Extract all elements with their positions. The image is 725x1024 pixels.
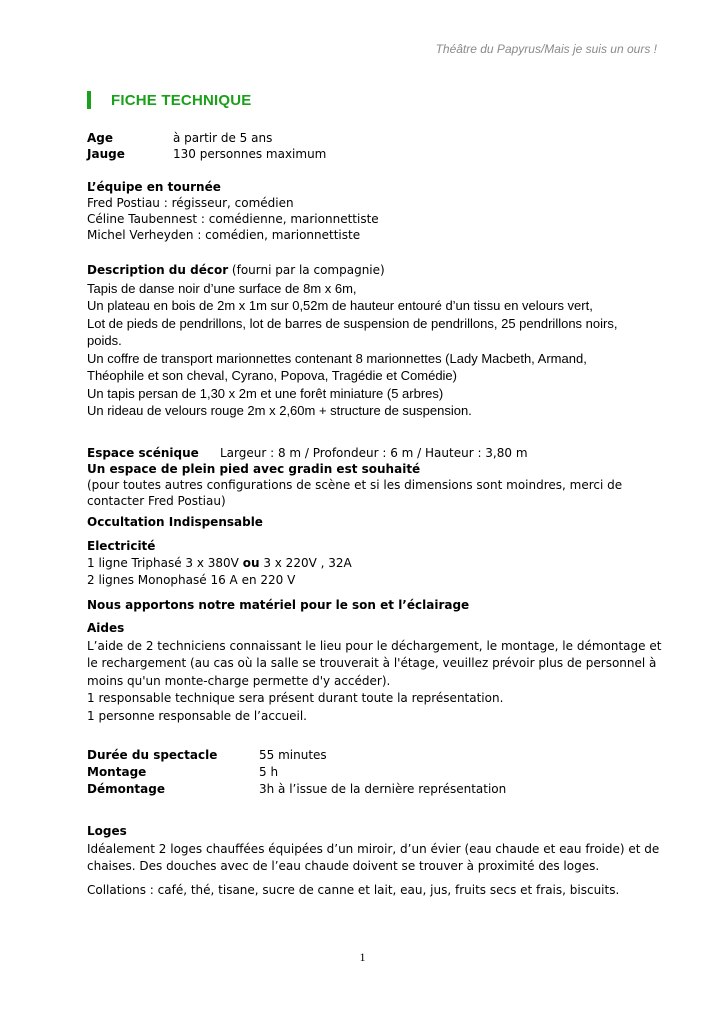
aides-line: 1 responsable technique sera présent durant toute la représentation.: [87, 691, 504, 705]
section-title-row: [87, 88, 252, 112]
duree-label: Montage: [87, 765, 147, 779]
loges-text: Idéalement 2 loges chauffées équipées d’un miroir, d’un évier (eau chaude et eau froide) et de chaises. Des douches avec de l’eau chaude doivent se trouver à proximité des loges.: [87, 841, 660, 873]
equipe-member: Michel Verheyden : comédien, marionnettiste: [87, 228, 361, 242]
espace-dims: Largeur : 8 m / Profondeur : 6 m / Hauteur : 3,80 m: [220, 446, 528, 460]
page-title: FICHE TECHNIQUE: [111, 91, 252, 109]
decor-line: Théophile et son cheval, Cyrano, Popova, Tragédie et Comédie): [87, 368, 457, 383]
electricite-line-2: 2 lignes Monophasé 16 A en 220 V: [87, 573, 296, 587]
occultation-heading: Occultation Indispensable: [87, 515, 263, 529]
espace-block: [87, 445, 667, 509]
duree-label: Démontage: [87, 782, 165, 796]
info-label: Jauge: [87, 147, 125, 161]
loges-heading: Loges: [87, 824, 127, 838]
electricite-text: 3 x 220V , 32A: [259, 556, 352, 570]
decor-heading: Description du décor: [87, 263, 229, 277]
duree-label: Durée du spectacle: [87, 748, 218, 762]
loges-collations: Collations : café, thé, tisane, sucre de canne et lait, eau, jus, fruits secs et frais, biscuits.: [87, 882, 620, 897]
page-number: 1: [359, 950, 366, 964]
info-value: à partir de 5 ans: [173, 131, 273, 145]
duree-row: [87, 747, 667, 764]
duree-row: [87, 764, 667, 781]
espace-heading: Espace scénique: [87, 446, 199, 460]
info-row-jauge: [87, 146, 667, 162]
decor-note: (fourni par la compagnie): [228, 263, 385, 277]
aides-heading: Aides: [87, 621, 125, 635]
title-accent-bar: [87, 91, 91, 109]
espace-subheading: Un espace de plein pied avec gradin est souhaité: [87, 462, 421, 476]
info-value: 130 personnes maximum: [173, 147, 327, 161]
aides-block: [87, 620, 667, 725]
aides-line: 1 personne responsable de l’accueil.: [87, 708, 307, 723]
decor-line: Tapis de danse noir d’une surface de 8m x 6m,: [87, 280, 357, 296]
durees-block: [87, 747, 667, 798]
electricite-or: ou: [242, 556, 260, 570]
materiel-block: [87, 597, 667, 613]
info-label: Age: [87, 131, 114, 145]
aides-text: L’aide de 2 techniciens connaissant le lieu pour le déchargement, le montage, le démontage et le rechargement (au cas où la salle se trouverait à l'étage, veuillez prévoir plus de personnel à moins qu'un monte-charge permette d'y accéder).: [87, 638, 662, 688]
loges-block: [87, 823, 667, 899]
electricite-heading: Electricité: [87, 539, 156, 553]
decor-line: Un tapis persan de 1,30 x 2m et une forêt miniature (5 arbres): [87, 385, 444, 401]
espace-note: (pour toutes autres configurations de scène et si les dimensions sont moindres, merci de contacter Fred Postiau): [87, 478, 623, 508]
equipe-heading: L’équipe en tournée: [87, 180, 221, 194]
equipe-block: [87, 179, 667, 243]
espace-row: [87, 445, 667, 461]
equipe-member: Céline Taubennest : comédienne, marionnettiste: [87, 212, 379, 226]
duree-value: 5 h: [259, 765, 279, 779]
materiel-heading: Nous apportons notre matériel pour le son et l’éclairage: [87, 598, 470, 612]
electricite-block: [87, 538, 667, 589]
duree-row: [87, 781, 667, 798]
occultation-block: [87, 514, 667, 530]
decor-line: Un rideau de velours rouge 2m x 2,60m + structure de suspension.: [87, 403, 472, 418]
info-block: [87, 130, 667, 162]
electricite-line-1: [87, 555, 667, 572]
electricite-text: 1 ligne Triphasé 3 x 380V: [87, 556, 243, 570]
decor-line: Lot de pieds de pendrillons, lot de barres de suspension de pendrillons, 25 pendrillons noirs,: [87, 315, 618, 331]
decor-line: Un coffre de transport marionnettes contenant 8 marionnettes (Lady Macbeth, Armand,: [87, 350, 587, 366]
duree-value: 55 minutes: [259, 748, 327, 762]
decor-block: [87, 262, 667, 420]
duree-value: 3h à l’issue de la dernière représentation: [259, 782, 507, 796]
info-row-age: [87, 130, 667, 146]
decor-line: poids.: [87, 333, 122, 348]
decor-line: Un plateau en bois de 2m x 1m sur 0,52m de hauteur entouré d’un tissu en velours vert,: [87, 298, 593, 313]
page-header: Théâtre du Papyrus/Mais je suis un ours !: [435, 42, 657, 56]
equipe-member: Fred Postiau : régisseur, comédien: [87, 196, 294, 210]
decor-heading-line: [87, 262, 667, 280]
